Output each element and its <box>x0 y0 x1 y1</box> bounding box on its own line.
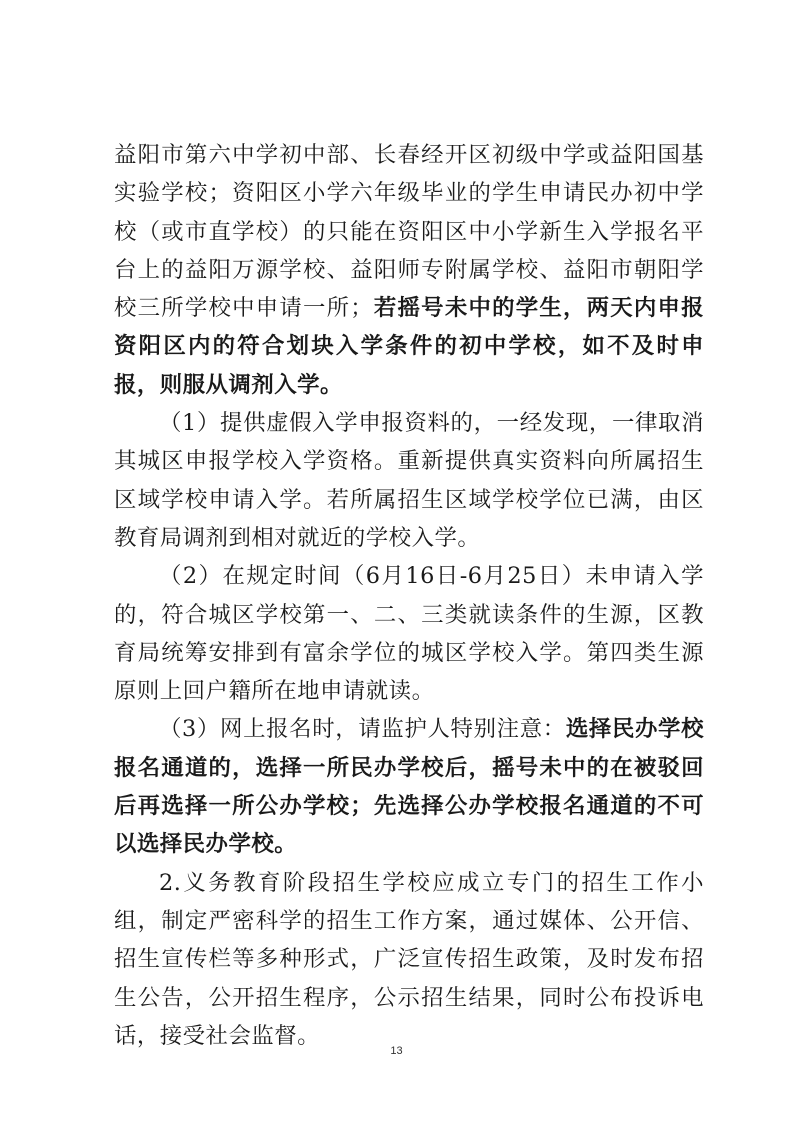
paragraph-4 <box>114 710 704 863</box>
paragraph-3: （2）在规定时间（6月16日-6月25日）未申请入学的，符合城区学校第一、二、三类就读条件的生源，区教育局统筹安排到有富余学位的城区学校入学。第四类生源原则上回户籍所在地申请就读。 <box>114 563 704 705</box>
paragraph-4-bold-text: 选择民办学校报名通道的，选择一所民办学校后，摇号未中的在被驳回后再选择一所公办学校；先选择公办学校报名通道的不可以选择民办学校。 <box>114 716 705 858</box>
paragraph-1-text: 益阳市第六中学初中部、长春经开区初级中学或益阳国基实验学校；资阳区小学六年级毕业的学生申请民办初中学校（或市直学校）的只能在资阳区中小学新生入学报名平台上的益阳万源学校、益阳师专附属学校、益阳市朝阳学校三所学校中申请一所； <box>114 142 704 322</box>
paragraph-1-bold-text: 若摇号未中的学生，两天内申报资阳区内的符合划块入学条件的初中学校，如不及时申报，则服从调剂入学。 <box>114 295 705 398</box>
document-body <box>114 136 704 1055</box>
page-number: 13 <box>390 1045 403 1057</box>
paragraph-5: 2.义务教育阶段招生学校应成立专门的招生工作小组，制定严密科学的招生工作方案，通过媒体、公开信、招生宣传栏等多种形式，广泛宣传招生政策，及时发布招生公告，公开招生程序，公示招生结果，同时公布投诉电话，接受社会监督。 <box>114 869 704 1049</box>
paragraph-1 <box>114 136 704 404</box>
paragraph-4-text: （3）网上报名时，请监护人特别注意： <box>159 716 566 743</box>
paragraph-2: （1）提供虚假入学申报资料的，一经发现，一律取消其城区申报学校入学资格。重新提供真实资料向所属招生区域学校申请入学。若所属招生区域学校学位已满，由区教育局调剂到相对就近的学校入学。 <box>114 410 704 551</box>
